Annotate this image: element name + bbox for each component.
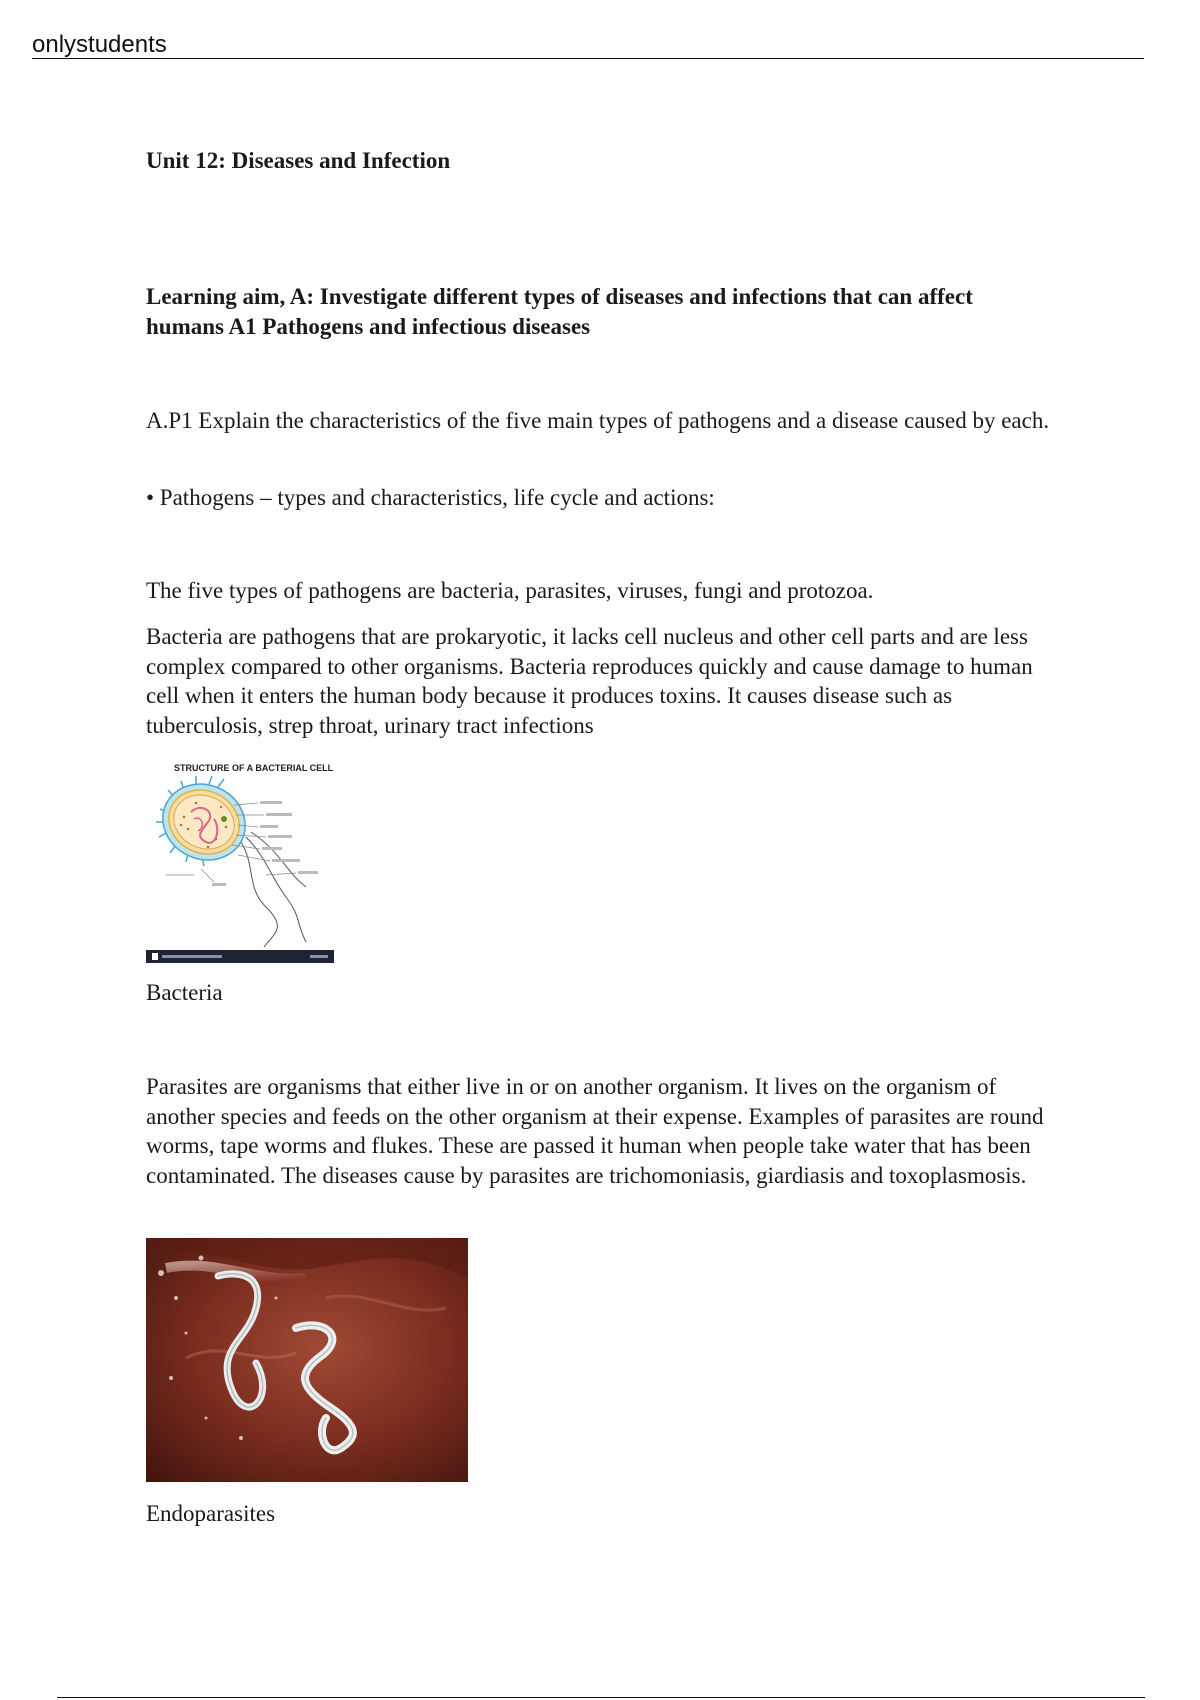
learning-aim-heading: Learning aim, A: Investigate different types of diseases and infections that can affect humans A1 Pathogens and infectious diseases (146, 284, 973, 339)
endoparasites-caption: Endoparasites (146, 1501, 276, 1526)
bacteria-caption: Bacteria (146, 980, 223, 1005)
parasites-paragraph: Parasites are organisms that either live in or on another organism. It lives on the organism of another species and feeds on the other organism at their expense. Examples of parasites are round worms, tape worms and flukes. These are passed it human when people take water that has been contaminated. The diseases cause by parasites are trichomoniasis, giardiasis and toxoplasmosis. (146, 1074, 1044, 1188)
bacteria-paragraph: Bacteria are pathogens that are prokaryotic, it lacks cell nucleus and other cell parts and are less complex compared to other organisms. Bacteria reproduces quickly and cause damage to human cell when it enters the human body because it produces toxins. It causes disease such as tuberculosis, strep throat, urinary tract infections (146, 624, 1033, 738)
site-name: onlystudents (32, 31, 167, 58)
diagram-heading: STRUCTURE OF A BACTERIAL CELL (174, 763, 334, 773)
endoparasite-photo (146, 1238, 468, 1482)
document-title: Unit 12: Diseases and Infection (146, 148, 451, 173)
bullet-point: • Pathogens – types and characteristics, life cycle and actions: (146, 485, 715, 510)
footer-divider (57, 1697, 1145, 1698)
bacterial-cell-diagram (146, 757, 334, 963)
task-text: A.P1 Explain the characteristics of the five main types of pathogens and a disease caused by each. (146, 408, 1050, 433)
intro-paragraph: The five types of pathogens are bacteria, parasites, viruses, fungi and protozoa. (146, 578, 874, 603)
site-header (32, 30, 1144, 59)
